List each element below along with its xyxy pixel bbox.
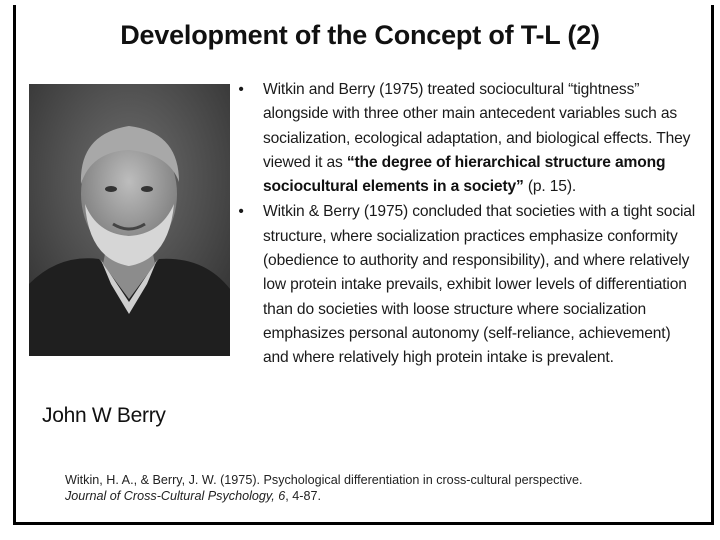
bullet-text [263,81,690,195]
citation-pages: , 4-87. [285,489,321,503]
portrait-image [29,84,230,356]
slide-title: Development of the Concept of T-L (2) [120,20,600,50]
bullet-text [263,203,695,366]
bullet-emphasis: “the degree of hierarchical structure among sociocultural elements in a society” [263,153,666,196]
bullet-text-segment: Witkin and Berry (1975) treated sociocultural “tightness” alongside with three other main antecedent variables such as socialization, ecological adaptation, and biological effects. They viewed it as [263,81,691,171]
bullet-text-segment: Witkin & Berry (1975) concluded that societies with a tight social structure, where socialization practices emphasize conformity (obedience to authority and responsibility), and where relatively low protein intake prevails, exhibit lower levels of differentiation than do societies with loose structure where socialization emphasizes personal autonomy (self-reliance, achievement) and where relatively high protein intake is prevalent. [263,203,696,367]
citation-journal: Journal of Cross-Cultural Psychology, 6 [65,489,286,503]
bullet-item [236,78,696,199]
bullet-marker: • [238,81,244,98]
bullet-list [236,78,696,371]
bullet-marker: • [238,203,244,221]
bullet-item [236,200,696,370]
portrait-photo [29,84,230,356]
citation-line: Witkin, H. A., & Berry, J. W. (1975). Psychological differentiation in cross-cultural perspective. [65,473,583,487]
citation [65,472,695,504]
bullet-text-segment: (p. 15). [523,178,577,196]
citation-source [65,488,695,504]
photo-caption: John W Berry [42,404,166,427]
